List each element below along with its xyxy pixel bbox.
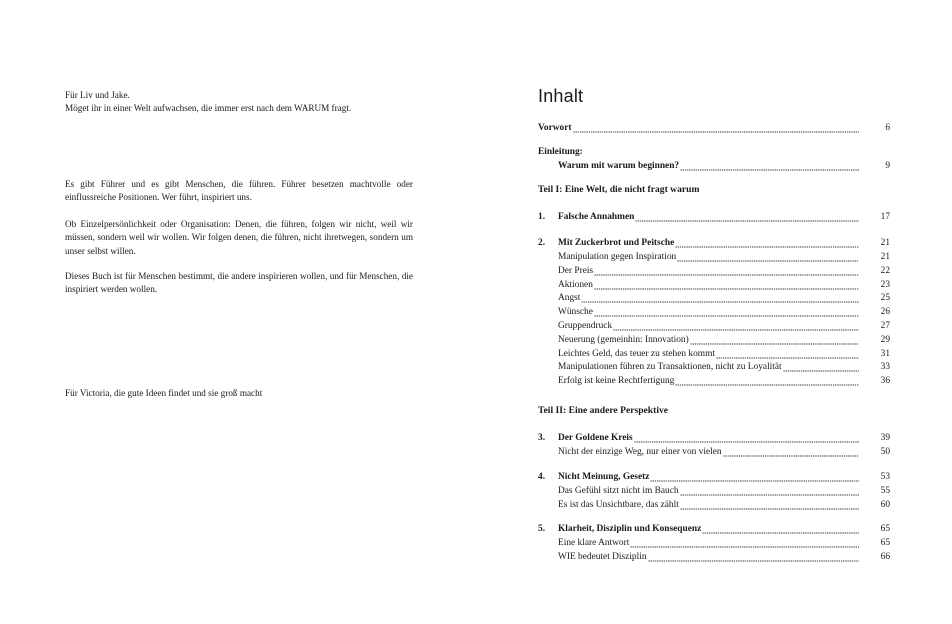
toc-entry-einleitung[interactable] — [558, 159, 890, 173]
toc-page-number: 60 — [880, 500, 890, 510]
dot-leader — [783, 363, 859, 372]
toc-page-number: 25 — [880, 293, 890, 303]
dedication-line-2: Möget ihr in einer Welt aufwachsen, die immer erst nach dem WARUM fragt. — [65, 103, 352, 114]
toc-subentry[interactable] — [558, 374, 890, 388]
toc-label-einleitung: Einleitung: — [538, 147, 583, 157]
dot-leader — [675, 239, 859, 248]
dot-leader — [594, 308, 859, 317]
dot-leader — [716, 350, 859, 359]
toc-entry-text: WIE bedeutet Disziplin — [558, 552, 647, 562]
toc-page-number: 26 — [880, 307, 890, 317]
toc-entry-text: Aktionen — [558, 280, 593, 290]
dot-leader — [675, 377, 859, 386]
toc-page-number: 31 — [880, 349, 890, 359]
dot-leader — [630, 539, 859, 548]
toc-part-2: Teil II: Eine andere Perspektive — [538, 405, 669, 416]
intro-paragraph-2: Ob Einzelpersönlichkeit oder Organisation: Denen, die führen, folgen wir nicht, weil wir müssen, sondern weil wir wollen. Wir folgen denen, die führen, nicht ihretwegen, sondern um unser selbst willen. — [65, 219, 413, 256]
dot-leader — [634, 434, 859, 443]
toc-subentry[interactable] — [558, 484, 890, 498]
toc-title: Inhalt — [538, 86, 584, 106]
toc-subentry[interactable] — [558, 305, 890, 319]
right-page-toc — [476, 0, 952, 624]
toc-page-number: 6 — [885, 123, 890, 133]
toc-subentry[interactable] — [558, 264, 890, 278]
dot-leader — [594, 281, 859, 290]
toc-page-number: 36 — [880, 376, 890, 386]
toc-entry-text: Der Preis — [558, 266, 594, 276]
dot-leader — [702, 525, 859, 534]
toc-entry-text: Manipulationen führen zu Transaktionen, nicht zu Loyalität — [558, 362, 782, 372]
dot-leader — [690, 336, 859, 345]
toc-chapter-5[interactable] — [538, 522, 890, 536]
toc-entry-text: Wünsche — [558, 307, 593, 317]
chapter-number: 1. — [538, 212, 546, 222]
toc-chapter-3[interactable] — [538, 431, 890, 445]
toc-subentry[interactable] — [558, 498, 890, 512]
intro-paragraph-1: Es gibt Führer und es gibt Menschen, die führen. Führer besetzen machtvolle oder einflussreiche Positionen. Wer führt, inspiriert uns. — [65, 179, 413, 203]
toc-page-number: 23 — [880, 280, 890, 290]
dot-leader — [594, 267, 859, 276]
toc-subentry[interactable] — [558, 347, 890, 361]
dot-leader — [650, 473, 859, 482]
toc-page-number: 27 — [880, 321, 890, 331]
toc-entry-text: Klarheit, Disziplin und Konsequenz — [558, 524, 702, 534]
toc-page-number: 9 — [885, 161, 890, 171]
dot-leader — [648, 553, 859, 562]
toc-subentry[interactable] — [558, 360, 890, 374]
toc-chapter-4[interactable] — [538, 470, 890, 484]
toc-entry-text: Nicht Meinung, Gesetz — [558, 472, 650, 482]
toc-subentry[interactable] — [558, 319, 890, 333]
toc-entry-text: Vorwort — [538, 123, 572, 133]
dedication-victoria: Für Victoria, die gute Ideen findet und sie groß macht — [65, 388, 263, 398]
toc-entry-text: Angst — [558, 293, 581, 303]
dot-leader — [613, 322, 859, 331]
toc-entry-text: Es ist das Unsichtbare, das zählt — [558, 500, 679, 510]
chapter-number: 5. — [538, 524, 546, 534]
toc-subentry[interactable] — [558, 536, 890, 550]
toc-entry-text: Neuerung (gemeinhin: Innovation) — [558, 335, 689, 345]
toc-page-number: 17 — [880, 212, 890, 222]
toc-subentry[interactable] — [558, 550, 890, 564]
chapter-number: 3. — [538, 433, 546, 443]
toc-page-number: 21 — [880, 238, 890, 248]
dot-leader — [680, 501, 859, 510]
chapter-number: 4. — [538, 472, 546, 482]
toc-page-number: 33 — [880, 362, 890, 372]
toc-page-number: 21 — [880, 252, 890, 262]
toc-entry-text: Der Goldene Kreis — [558, 433, 633, 443]
toc-page-number: 55 — [880, 486, 890, 496]
toc-entry-text: Eine klare Antwort — [558, 538, 630, 548]
toc-entry-text: Manipulation gegen Inspiration — [558, 252, 677, 262]
toc-subentry[interactable] — [558, 333, 890, 347]
toc-entry-text: Erfolg ist keine Rechtfertigung — [558, 376, 675, 386]
dot-leader — [573, 124, 860, 133]
dot-leader — [723, 448, 859, 457]
dedication — [65, 89, 413, 116]
toc-page-number: 65 — [880, 538, 890, 548]
toc-page-number: 39 — [880, 433, 890, 443]
toc-chapter-2[interactable] — [538, 236, 890, 250]
toc-subentry[interactable] — [558, 250, 890, 264]
toc-entry-text: Nicht der einzige Weg, nur einer von vielen — [558, 447, 722, 457]
dot-leader — [680, 487, 859, 496]
dot-leader — [581, 294, 859, 303]
toc-entry-text: Warum mit warum beginnen? — [558, 161, 680, 171]
toc-entry-text: Gruppendruck — [558, 321, 613, 331]
chapter-number: 2. — [538, 238, 546, 248]
dedication-line-1: Für Liv und Jake. — [65, 90, 130, 100]
toc-entry-text: Leichtes Geld, das teuer zu stehen kommt — [558, 349, 715, 359]
toc-page-number: 22 — [880, 266, 890, 276]
toc-subentry[interactable] — [558, 278, 890, 292]
dot-leader — [680, 162, 859, 171]
toc-entry-text: Das Gefühl sitzt nicht im Bauch — [558, 486, 679, 496]
toc-page-number: 53 — [880, 472, 890, 482]
toc-page-number: 65 — [880, 524, 890, 534]
toc-page-number: 29 — [880, 335, 890, 345]
dot-leader — [677, 253, 859, 262]
toc-subentry[interactable] — [558, 445, 890, 459]
dot-leader — [635, 213, 859, 222]
toc-page-number: 50 — [880, 447, 890, 457]
toc-subentry[interactable] — [558, 291, 890, 305]
toc-entry-vorwort[interactable] — [538, 121, 890, 135]
intro-paragraph-3: Dieses Buch ist für Menschen bestimmt, die andere inspirieren wollen, und für Menschen, die inspiriert werden wollen. — [65, 271, 413, 295]
toc-entry-text: Mit Zuckerbrot und Peitsche — [558, 238, 675, 248]
toc-part-1: Teil I: Eine Welt, die nicht fragt warum — [538, 184, 700, 195]
toc-page-number: 66 — [880, 552, 890, 562]
toc-entry-text: Falsche Annahmen — [558, 212, 635, 222]
toc-chapter-1[interactable] — [538, 210, 890, 224]
